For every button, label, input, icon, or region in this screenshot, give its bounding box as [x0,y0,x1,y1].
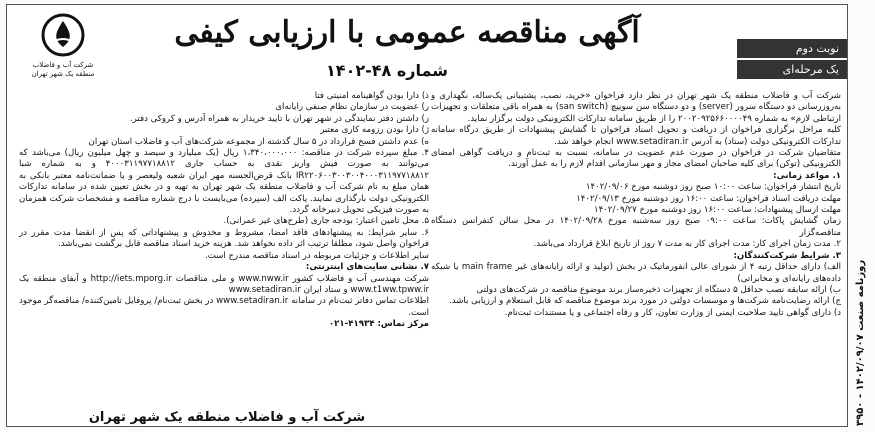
paragraph: زمان گشایش پاکات: ساعت ۰۹:۰۰ صبح روز سه‌شنبه مورخ ۱۴۰۲/۰۹/۲۸ در محل سالن کنفرانس دستگاه مناقصه‌گزار [431,216,841,238]
ad-title: آگهی مناقصه عمومی با ارزیابی کیفی [174,15,640,50]
paragraph: ب) ارائه سابقه نصب حداقل ۵ دستگاه از تجهیزات ذخیره‌ساز برند موضوع مناقصه در شرکت‌های دولتی [476,284,841,295]
paragraph: اطلاعات تماس دفاتر ثبت‌نام در سامانه www.setadiran.ir در بخش ثبت‌نام/ پروفایل تامین‌کننده/ مناقصه‌گر موجود است. [19,296,429,318]
paragraph: مهلت ارسال پیشنهادات: ساعت ۱۶:۰۰ روز دوشنبه مورخ ۱۴۰۲/۰۹/۲۷ [594,205,841,216]
side-label-text: روزنامه صنعت ۱۴۰۲/۰۹/۰۷ - ۳۹۵۰ [855,259,866,426]
section-heading: ۷. نشانی سایت‌های اینترنتی: [305,262,429,273]
water-drop-logo-icon [41,13,85,57]
paragraph: د) دارای گواهی تایید صلاحیت ایمنی از وزارت تعاون، کار و رفاه اجتماعی و یا مستندات ثبت‌نام. [504,307,841,318]
paragraph: ر) عضویت در سازمان نظام صنفی رایانه‌ای [275,102,429,113]
paragraph: ج) ارائه رضایت‌نامه شرکت‌ها و موسسات دولتی در مورد برند موضوع مناقصه که قابل استعلام و ارزیابی باشد. [448,296,841,307]
stage-tab: نوبت دوم [737,39,847,58]
paragraph: ز) داشتن دفتر نمایندگی در شهر تهران با تایید خریدار به همراه آدرس و کروکی دفتر. [129,113,429,124]
paragraph: ژ) دارا بودن رزومه کاری معتبر [320,125,429,136]
ad-frame [6,4,848,427]
newspaper-side-label [851,240,873,426]
paragraph: شرکت آب و فاضلاب منطقه یک شهر تهران در نظر دارد فراخوان «خرید، نصب، پشتیبانی یک‌ساله، نگهداری و به‌روزرسانی دو دستگاه سرور (server) و دو دستگاه سن سوییچ (san switch) به همراه باقی متعلقات و تجهیزات ارتباطی لازم» به شماره ۲۰۰۲۰۹۲۵۶۶۰۰۰۰۴۹ را از طریق سامانه تدارکات الکترونیکی دولت برگزار نماید. [431,91,841,124]
paragraph: الف) دارای حداقل رتبه ۴ از شورای عالی انفورماتیک در بخش (تولید و ارائه رایانه‌های غیر main frame یا شبکه داده‌های رایانه‌ای و مخابراتی) [431,262,842,284]
paragraph: ۵. محل تامین اعتبار: بودجه جاری (طرح‌های غیر عمرانی). [223,216,429,227]
paragraph: ه) عدم داشتن فسخ قرارداد در ۵ سال گذشته از مجموعه شرکت‌های آب و فاضلاب استان تهران [88,136,429,147]
section-heading: ۱. مواعد زمانی: [773,170,841,181]
paragraph: تاریخ انتشار فراخوان: ساعت ۱۰:۰۰ صبح روز دوشنبه مورخ ۱۴۰۲/۰۹/۰۶ [585,182,841,193]
right-column [431,91,841,319]
paragraph: مهلت دریافت اسناد فراخوان: ساعت ۱۶:۰۰ روز دوشنبه مورخ ۱۴۰۲/۰۹/۱۳ [576,193,841,204]
paragraph: کلیه مراحل برگزاری فراخوان از دریافت و تحویل اسناد فراخوان تا گشایش پیشنهادات از طریق درگاه سامانه تدارکات الکترونیکی دولت (ستاد) به آدرس www.setadiran.ir انجام خواهد شد. [431,125,841,147]
contact-center: مرکز تماس: ۴۱۹۳۴-۰۲۱ [328,319,429,330]
paragraph: ۲. مدت زمان اجرای کار: مدت اجرای کار به مدت ۷ روز از تاریخ ابلاغ قرارداد می‌باشد. [533,239,841,250]
left-column [19,91,429,331]
tender-number: شماره ۴۸-۱۴۰۲ [326,61,448,80]
type-tab: یک مرحله‌ای [737,60,847,79]
logo-org-name: شرکت آب و فاضلاب منطقه یک شهر تهران [31,61,95,78]
org-logo [27,13,99,91]
footer-org-name: شرکت آب و فاضلاب منطقه یک شهر تهران [88,410,366,425]
paragraph: متقاضیان شرکت در فراخوان در صورت عدم عضویت در سامانه، نسبت به ثبت‌نام و دریافت گواهی امضای الکترونیکی (توکن) برای کلیه صاحبان امضای مجاز و مهر سازمانی اقدام لازم را به عمل آورند. [431,148,841,170]
paragraph: سایر اطلاعات و جزئیات مربوطه در اسناد مناقصه مندرج است. [205,250,429,261]
paragraph: شرکت مهندسی آب و فاضلاب کشور www.nww.ir و ملی مناقصات http://iets.mporg.ir و آبفای منطقه یک www.t1ww.tpww.ir و ستاد ایران www.setadiran.ir [19,273,429,295]
paragraph: ۶. سایر شرایط: به پیشنهادهای فاقد امضا، مشروط و مخدوش و پیشنهاداتی که پس از انقضا مدت مقرر در فراخوان واصل شود، مطلقا ترتیب اثر داده نخواهد شد. هزینه خرید اسناد مناقصه قابل برگشت نمی‌باشد. [19,227,429,250]
paragraph: ۴. مبلغ سپرده شرکت در مناقصه: ۱،۳۴۰،۰۰۰،۰۰۰ ریال (یک میلیارد و سیصد و چهل میلیون ریال) می‌باشد که می‌توانند به صورت فیش واریز نقدی به حساب جاری ۴۰۰۰۳۱۱۹۷۷۱۸۸۱۲ و به شماره شبا IR۲۲۰۶۰۰۳۰۰۳۰۰۴۰۰۰۳۱۱۹۷۷۱۸۸۱۲ بانک قرض‌الحسنه مهر ایران شعبه ولیعصر و یا ضمانت‌نامه معتبر بانکی به همان مبلغ به نام شرکت آب و فاضلاب منطقه یک شهر تهران به تهیه و در بخش تعیین شده در سامانه تدارکات الکترونیکی دولت بارگذاری نمایند. پاکت الف (سپرده) می‌بایست با درج شماره مناقصه و مشخصات شرکت همزمان به صورت فیزیکی تحویل دبیرخانه گردد. [19,148,429,216]
section-heading: ۳. شرایط شرکت‌کنندگان: [733,250,841,261]
ad-tabs [737,39,847,81]
paragraph: ذ) دارا بودن گواهینامه امنیتی فتا [314,91,429,101]
